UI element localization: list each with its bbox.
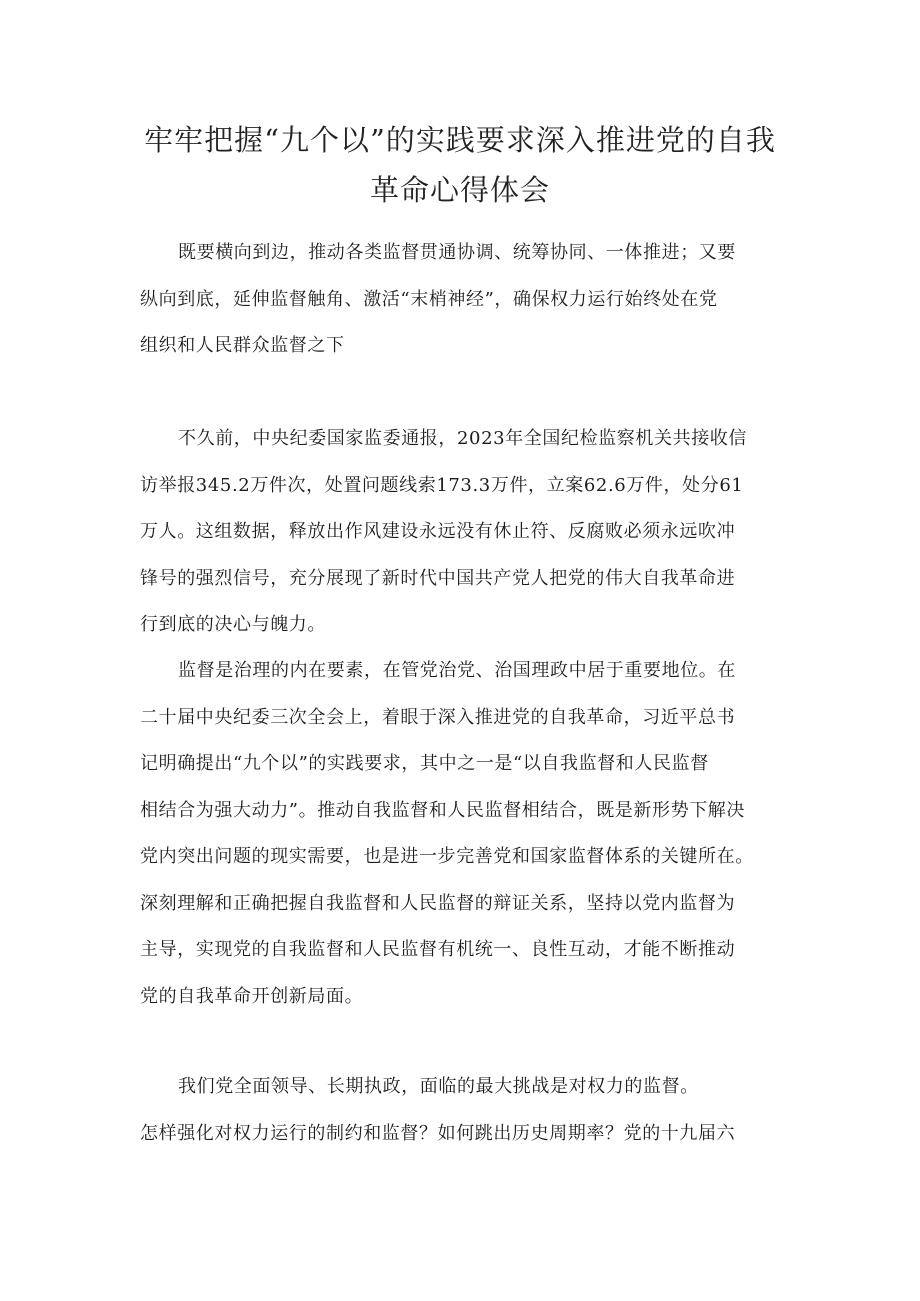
- paragraph-line: 党内突出问题的现实需要，也是进一步完善党和国家监督体系的关键所在。: [140, 846, 754, 867]
- paragraph-challenge: [140, 1064, 792, 1157]
- paragraph-line: 访举报345.2万件次，处置问题线索173.3万件，立案62.6万件，处分61: [140, 474, 744, 496]
- document-title: [140, 115, 780, 215]
- paragraph-line: 党的自我革命开创新局面。: [140, 985, 364, 1007]
- title-line: 革命心得体会: [369, 173, 550, 207]
- title-line: 牢牢把握“九个以”的实践要求深入推进党的自我: [144, 123, 776, 157]
- paragraph-line: 相结合为强大动力”。推动自我监督和人民监督相结合，既是新形势下解决: [140, 799, 745, 821]
- paragraph-line: 我们党全面领导、长期执政，面临的最大挑战是对权力的监督。: [178, 1076, 699, 1097]
- paragraph-line: 行到底的决心与魄力。: [140, 614, 326, 635]
- paragraph-statistics: [140, 416, 792, 649]
- paragraph-line: 纵向到底，延伸监督触角、激活“末梢神经”，确保权力运行始终处在党: [140, 288, 718, 310]
- paragraph-line: 监督是治理的内在要素，在管党治党、治国理政中居于重要地位。在: [178, 660, 736, 681]
- paragraph-intro: [140, 230, 792, 370]
- paragraph-line: 深刻理解和正确把握自我监督和人民监督的辩证关系，坚持以党内监督为: [140, 892, 736, 914]
- paragraph-supervision: [140, 648, 792, 1020]
- paragraph-line: 记明确提出“九个以”的实践要求，其中之一是“以自我监督和人民监督: [140, 753, 709, 774]
- paragraph-line: 组织和人民群众监督之下: [140, 335, 345, 356]
- paragraph-line: 不久前，中央纪委国家监委通报，2023年全国纪检监察机关共接收信: [178, 428, 748, 449]
- paragraph-line: 万人。这组数据，释放出作风建设永远没有休止符、反腐败必须永远吹冲: [140, 521, 736, 542]
- paragraph-line: 既要横向到边，推动各类监督贯通协调、统筹协同、一体推进；又要: [178, 242, 736, 263]
- paragraph-line: 主导，实现党的自我监督和人民监督有机统一、良性互动，才能不断推动: [140, 939, 736, 960]
- paragraph-line: 锋号的强烈信号，充分展现了新时代中国共产党人把党的伟大自我革命进: [140, 567, 736, 589]
- paragraph-line: 怎样强化对权力运行的制约和监督？如何跳出历史周期率？党的十九届六: [140, 1122, 736, 1144]
- paragraph-line: 二十届中央纪委三次全会上，着眼于深入推进党的自我革命，习近平总书: [140, 706, 736, 728]
